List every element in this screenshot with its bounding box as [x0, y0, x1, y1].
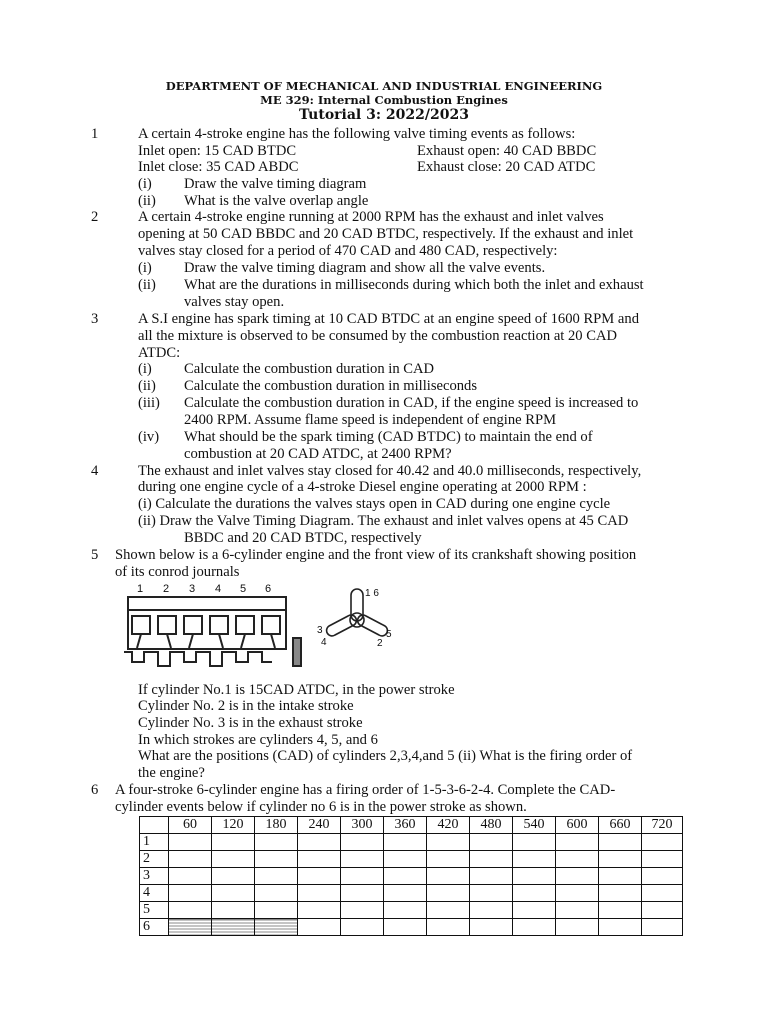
- row-header: 6: [140, 919, 169, 936]
- table-cell: [384, 834, 427, 851]
- table-cell: [384, 851, 427, 868]
- question-text: A certain 4-stroke engine has the following valve timing events as follows:: [138, 126, 576, 142]
- table-cell: [556, 834, 599, 851]
- table-cell: [470, 885, 513, 902]
- question-text: valves stay closed for a period of 470 CAD and 480 CAD, respectively:: [138, 243, 558, 259]
- engine-figure: [118, 580, 408, 685]
- crank-label: 3: [317, 625, 323, 636]
- table-cell: [298, 902, 341, 919]
- exhaust-open: Exhaust open: 40 CAD BBDC: [417, 143, 597, 159]
- crank-label: 1 6: [365, 588, 379, 599]
- crank-label: 5: [386, 629, 392, 640]
- table-cell: [298, 885, 341, 902]
- question-text: A four-stroke 6-cylinder engine has a firing order of 1-5-3-6-2-4. Complete the CAD-: [115, 782, 616, 798]
- table-cell: [556, 919, 599, 936]
- table-cell: [556, 885, 599, 902]
- part-text: What are the durations in milliseconds during which both the inlet and exhaust: [184, 277, 644, 293]
- part-text: Calculate the combustion duration in milliseconds: [184, 378, 478, 394]
- row-header: 5: [140, 902, 169, 919]
- table-cell: [212, 851, 255, 868]
- part-text: valves stay open.: [184, 294, 285, 310]
- table-cell: [427, 902, 470, 919]
- table-cell: [470, 902, 513, 919]
- column-header: 120: [212, 817, 255, 834]
- part-label: (i): [138, 260, 152, 276]
- question-text: What are the positions (CAD) of cylinders 2,3,4,and 5 (ii) What is the firing order of: [138, 748, 633, 764]
- column-header: 60: [169, 817, 212, 834]
- table-cell: [255, 851, 298, 868]
- question-text: during one engine cycle of a 4-stroke Diesel engine operating at 2000 RPM :: [138, 479, 587, 495]
- part-text: Calculate the combustion duration in CAD: [184, 361, 435, 377]
- part-label: (iii): [138, 395, 160, 411]
- table-cell: [384, 868, 427, 885]
- table-cell: [298, 834, 341, 851]
- table-cell: [642, 834, 683, 851]
- table-cell: [556, 851, 599, 868]
- table-cell: [255, 834, 298, 851]
- table-cell: [599, 902, 642, 919]
- question-number: 4: [91, 463, 99, 479]
- table-cell: [513, 902, 556, 919]
- table-cell: [212, 868, 255, 885]
- table-cell: [556, 868, 599, 885]
- question-text: Shown below is a 6-cylinder engine and the front view of its crankshaft showing position: [115, 547, 637, 563]
- part-text: combustion at 20 CAD ATDC, at 2400 RPM?: [184, 446, 452, 462]
- cylinder-label: 3: [189, 583, 196, 595]
- table-cell: [341, 868, 384, 885]
- table-row: [140, 851, 683, 868]
- part-text: (i) Calculate the durations the valves stays open in CAD during one engine cycle: [138, 496, 611, 512]
- table-cell: [298, 919, 341, 936]
- question-number: 3: [91, 311, 99, 327]
- column-header: 300: [341, 817, 384, 834]
- table-cell: [427, 868, 470, 885]
- part-text: What should be the spark timing (CAD BTDC) to maintain the end of: [184, 429, 593, 445]
- column-header: 660: [599, 817, 642, 834]
- table-cell: [384, 885, 427, 902]
- table-cell: [341, 885, 384, 902]
- crankshaft-labels: [317, 588, 392, 649]
- column-header: 240: [298, 817, 341, 834]
- table-cell: [556, 902, 599, 919]
- table-cell: [169, 834, 212, 851]
- question-number: 2: [91, 209, 99, 225]
- table-cell: [470, 868, 513, 885]
- part-text: BBDC and 20 CAD BTDC, respectively: [184, 530, 422, 546]
- table-cell: [599, 851, 642, 868]
- corner-cell: [140, 817, 169, 834]
- inlet-open: Inlet open: 15 CAD BTDC: [138, 143, 297, 159]
- question-number: 5: [91, 547, 99, 563]
- question-text: ATDC:: [138, 345, 181, 361]
- table-cell: [599, 868, 642, 885]
- table-cell: [427, 851, 470, 868]
- table-cell: [255, 885, 298, 902]
- inlet-close: Inlet close: 35 CAD ABDC: [138, 159, 299, 175]
- table-cell: [642, 885, 683, 902]
- part-label: (ii): [138, 193, 156, 209]
- row-header: 1: [140, 834, 169, 851]
- table-row: [140, 834, 683, 851]
- table-row: [140, 919, 683, 936]
- row-header: 3: [140, 868, 169, 885]
- question-text: of its conrod journals: [115, 564, 240, 580]
- column-header: 180: [255, 817, 298, 834]
- question-text: all the mixture is observed to be consumed by the combustion reaction at 20 CAD: [138, 328, 618, 344]
- hatched-cell: [169, 919, 212, 936]
- department-heading: DEPARTMENT OF MECHANICAL AND INDUSTRIAL ENGINEERING: [165, 79, 603, 93]
- question-text: Cylinder No. 2 is in the intake stroke: [138, 698, 354, 714]
- question-text: A certain 4-stroke engine running at 2000 RPM has the exhaust and inlet valves: [138, 209, 604, 225]
- table-cell: [255, 868, 298, 885]
- cylinder-label: 2: [163, 583, 170, 595]
- part-label: (ii): [138, 378, 156, 394]
- table-cell: [298, 868, 341, 885]
- table-cell: [470, 834, 513, 851]
- table-cell: [169, 851, 212, 868]
- cylinder-label: 1: [137, 583, 144, 595]
- engine-block: [124, 597, 301, 666]
- table-cell: [513, 919, 556, 936]
- table-cell: [599, 919, 642, 936]
- hatched-cell: [255, 919, 298, 936]
- table-cell: [212, 902, 255, 919]
- table-cell: [513, 851, 556, 868]
- table-cell: [513, 834, 556, 851]
- table-cell: [599, 885, 642, 902]
- table-cell: [169, 902, 212, 919]
- cad-cylinder-table: [139, 816, 683, 936]
- crank-label: 2: [377, 638, 383, 649]
- row-header: 4: [140, 885, 169, 902]
- exhaust-close: Exhaust close: 20 CAD ATDC: [417, 159, 596, 175]
- part-text: What is the valve overlap angle: [184, 193, 369, 209]
- cylinder-labels: [137, 583, 271, 595]
- course-heading: ME 329: Internal Combustion Engines: [260, 93, 508, 107]
- table-cell: [384, 919, 427, 936]
- table-row: [140, 885, 683, 902]
- question-text: If cylinder No.1 is 15CAD ATDC, in the power stroke: [138, 682, 455, 698]
- table-cell: [427, 834, 470, 851]
- part-text: 2400 RPM. Assume flame speed is independent of engine RPM: [184, 412, 557, 428]
- row-header: 2: [140, 851, 169, 868]
- table-header-row: [140, 817, 683, 834]
- table-cell: [642, 902, 683, 919]
- question-text: the engine?: [138, 765, 205, 781]
- question-text: Cylinder No. 3 is in the exhaust stroke: [138, 715, 363, 731]
- table-cell: [341, 902, 384, 919]
- part-text: (ii) Draw the Valve Timing Diagram. The exhaust and inlet valves opens at 45 CAD: [138, 513, 629, 529]
- question-number: 6: [91, 782, 99, 798]
- column-header: 480: [470, 817, 513, 834]
- column-header: 600: [556, 817, 599, 834]
- table-cell: [298, 851, 341, 868]
- table-cell: [169, 868, 212, 885]
- column-header: 420: [427, 817, 470, 834]
- question-text: A S.I engine has spark timing at 10 CAD BTDC at an engine speed of 1600 RPM and: [138, 311, 639, 327]
- table-row: [140, 902, 683, 919]
- cylinder-label: 4: [215, 583, 222, 595]
- question-text: opening at 50 CAD BBDC and 20 CAD BTDC, respectively. If the exhaust and inlet: [138, 226, 634, 242]
- crank-label: 4: [321, 637, 327, 648]
- table-cell: [169, 885, 212, 902]
- cylinder-label: 5: [240, 583, 247, 595]
- table-cell: [384, 902, 427, 919]
- table-cell: [255, 902, 298, 919]
- table-cell: [642, 919, 683, 936]
- question-number: 1: [91, 126, 99, 142]
- table-cell: [470, 919, 513, 936]
- table-cell: [341, 834, 384, 851]
- table-row: [140, 868, 683, 885]
- table-cell: [427, 885, 470, 902]
- column-header: 720: [642, 817, 683, 834]
- table-cell: [470, 851, 513, 868]
- table-cell: [427, 919, 470, 936]
- column-header: 540: [513, 817, 556, 834]
- cylinder-label: 6: [265, 583, 272, 595]
- part-text: Draw the valve timing diagram and show all the valve events.: [184, 260, 546, 276]
- table-cell: [642, 851, 683, 868]
- table-cell: [513, 868, 556, 885]
- question-text: In which strokes are cylinders 4, 5, and 6: [138, 732, 378, 748]
- table-cell: [341, 919, 384, 936]
- table-cell: [642, 868, 683, 885]
- column-header: 360: [384, 817, 427, 834]
- table-cell: [513, 885, 556, 902]
- part-label: (ii): [138, 277, 156, 293]
- table-cell: [212, 834, 255, 851]
- hatched-cell: [212, 919, 255, 936]
- table-cell: [599, 834, 642, 851]
- part-label: (i): [138, 176, 152, 192]
- table-cell: [341, 851, 384, 868]
- question-text: The exhaust and inlet valves stay closed for 40.42 and 40.0 milliseconds, respectively,: [138, 463, 642, 479]
- part-label: (iv): [138, 429, 160, 445]
- part-label: (i): [138, 361, 152, 377]
- part-text: Draw the valve timing diagram: [184, 176, 367, 192]
- question-text: cylinder events below if cylinder no 6 is in the power stroke as shown.: [115, 799, 527, 815]
- tutorial-heading: Tutorial 3: 2022/2023: [299, 107, 469, 123]
- part-text: Calculate the combustion duration in CAD, if the engine speed is increased to: [184, 395, 639, 411]
- table-cell: [212, 885, 255, 902]
